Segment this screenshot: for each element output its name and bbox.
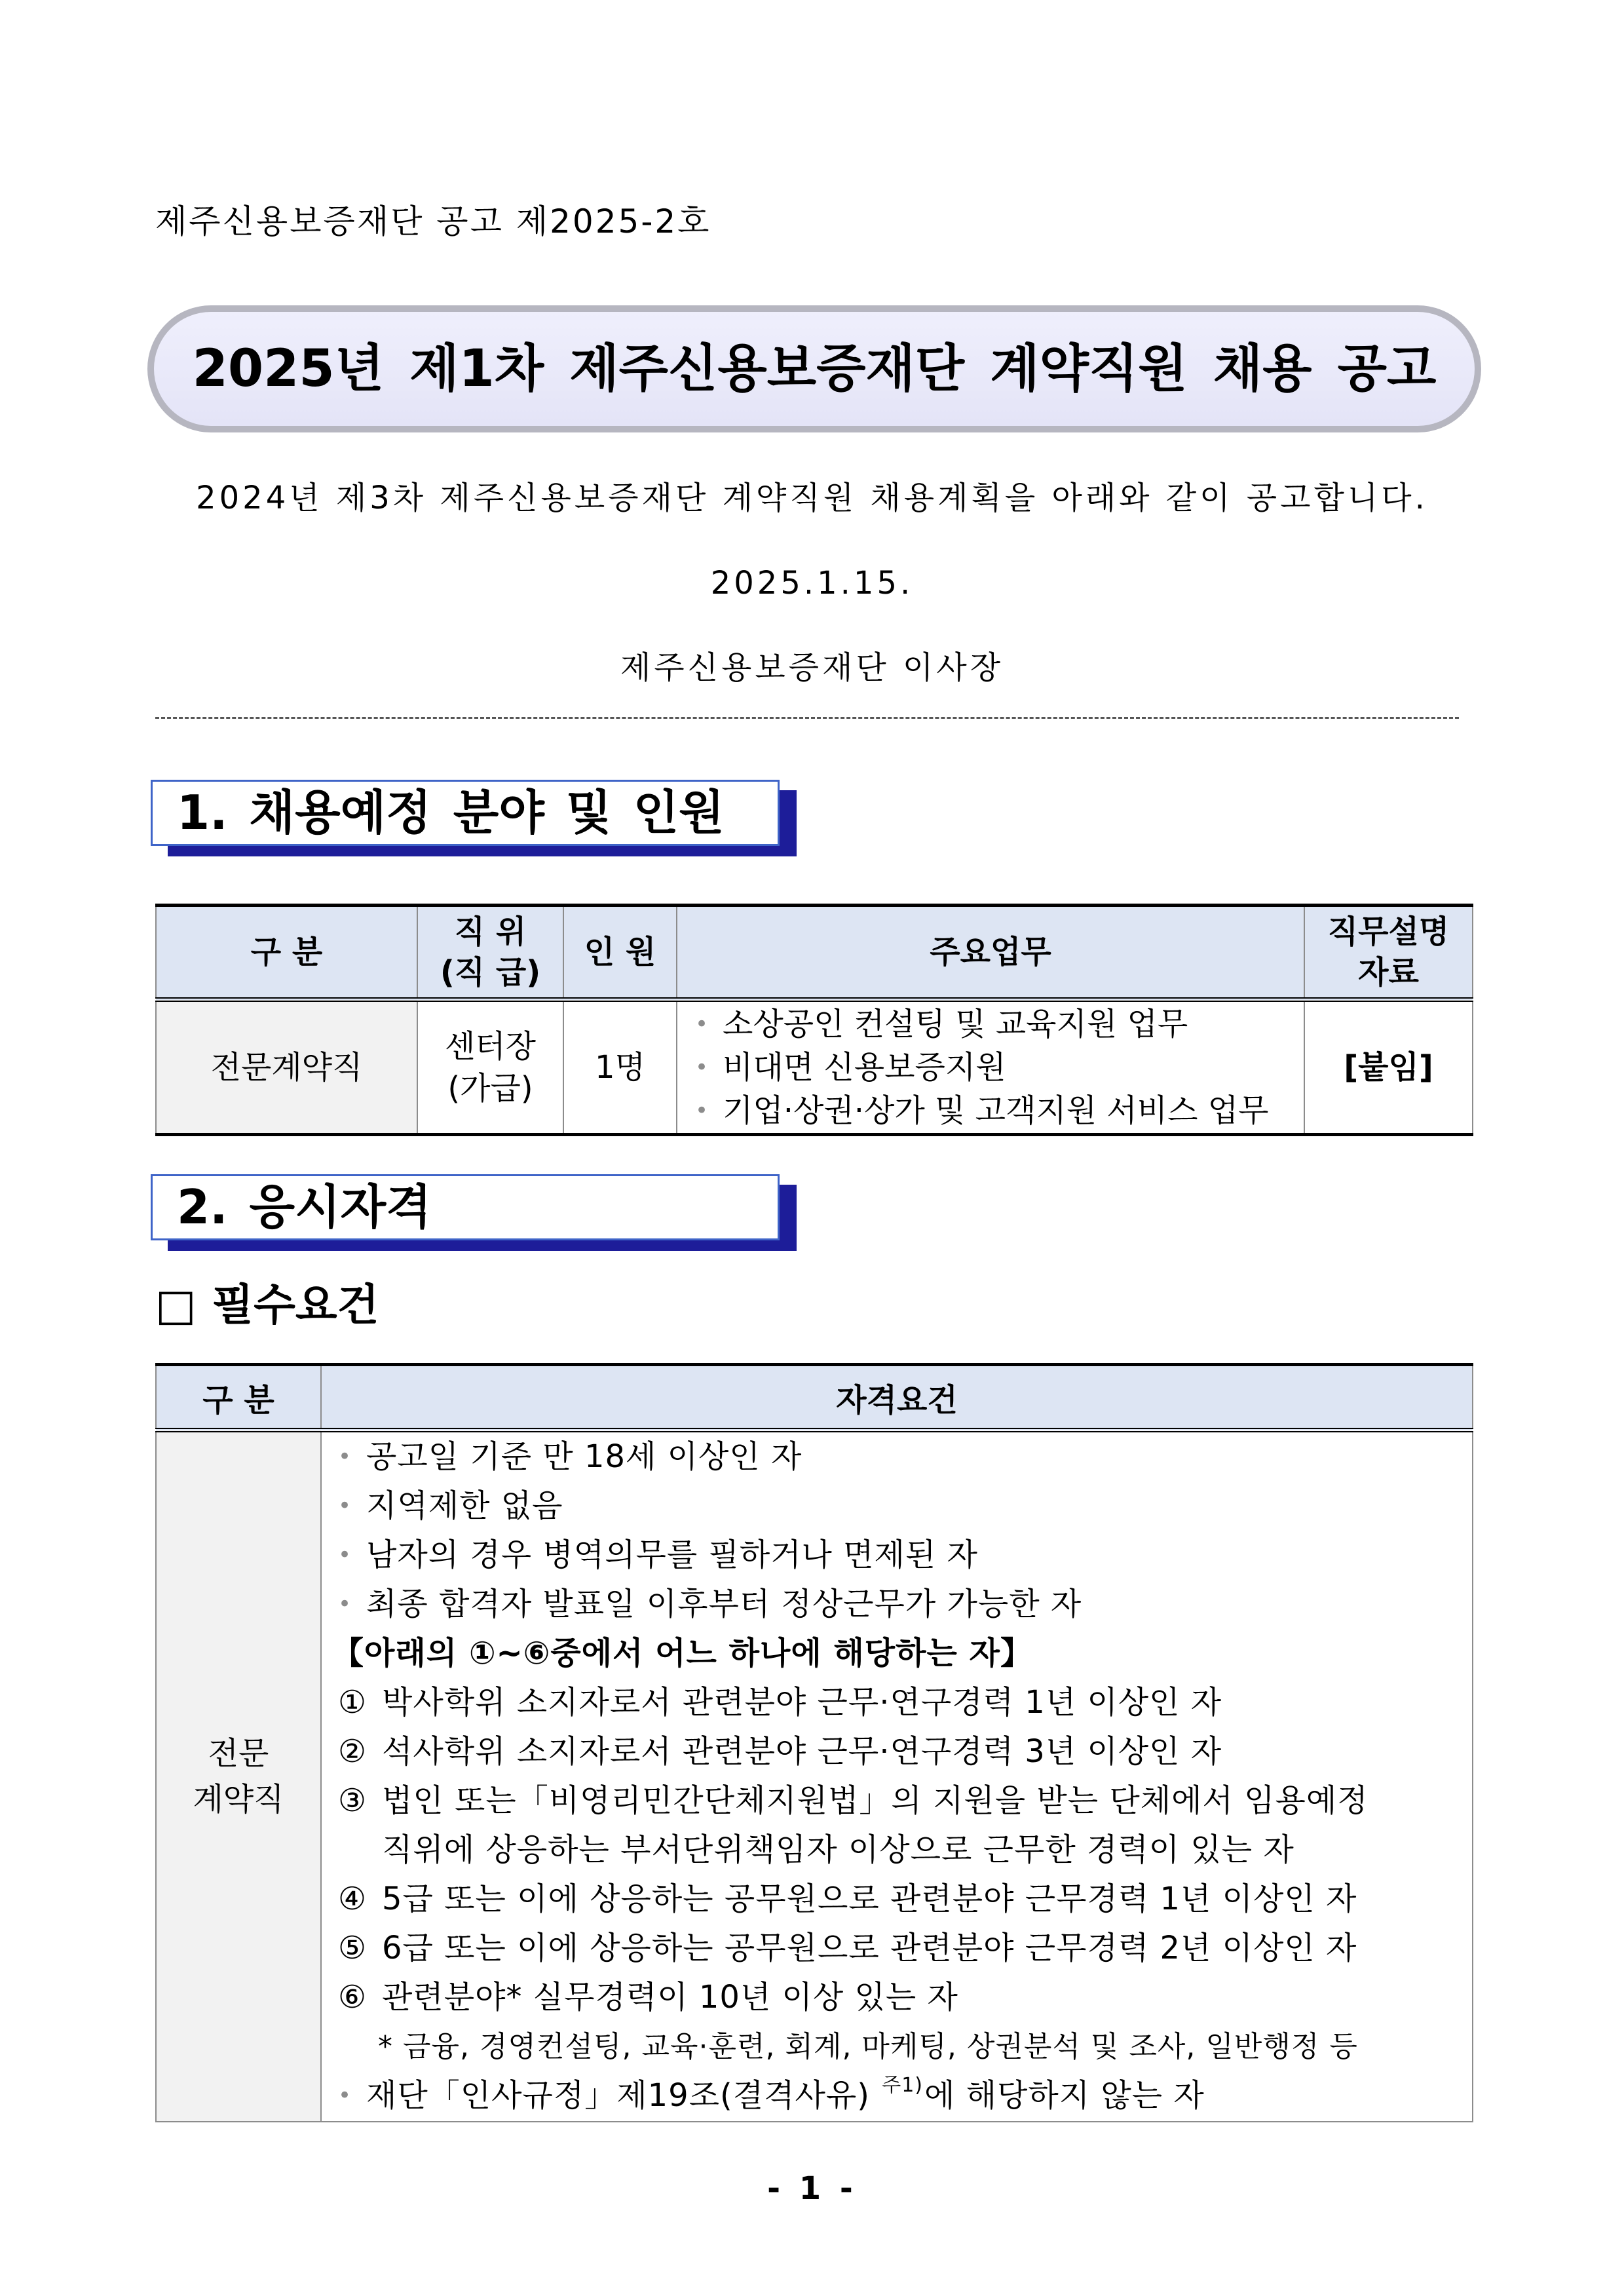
issuer: 제주신용보증재단 이사장 xyxy=(620,649,1004,686)
circled-number: ④ xyxy=(338,1881,368,1917)
subheading-text: 필수요건 xyxy=(212,1280,379,1330)
column-header-category: 구 분 xyxy=(156,906,417,1000)
cell-requirements xyxy=(321,1430,1473,2122)
list-item xyxy=(338,1727,1472,1776)
column-header-material xyxy=(1304,906,1473,1000)
option-text: 석사학위 소지자로서 관련분야 근무·연구경력 3년 이상인 자 xyxy=(382,1733,1222,1770)
column-header-headcount: 인 원 xyxy=(563,906,677,1000)
requirement-text: 공고일 기준 만 18세 이상인 자 xyxy=(366,1438,803,1475)
cell-category: 전문계약직 xyxy=(156,1000,417,1135)
list-item xyxy=(338,1580,1472,1629)
circled-number: ⑤ xyxy=(338,1930,368,1966)
table-header-row xyxy=(156,1365,1473,1430)
footnote-reference: 주1) xyxy=(882,2074,923,2097)
cell-headcount: 1명 xyxy=(563,1000,677,1135)
disqualification-text-end: 에 해당하지 않는 자 xyxy=(924,2077,1205,2114)
column-header-position xyxy=(417,906,563,1000)
list-item xyxy=(338,1973,1472,2022)
bullet-icon: • xyxy=(695,1098,709,1124)
requirement-text: 지역제한 없음 xyxy=(366,1487,563,1524)
column-header-requirements: 자격요건 xyxy=(321,1365,1473,1430)
option-text: 6급 또는 이에 상응하는 공무원으로 관련분야 근무경력 2년 이상인 자 xyxy=(382,1930,1357,1966)
intro-text: 2024년 제3차 제주신용보증재단 계약직원 채용계획을 아래와 같이 공고합니다. xyxy=(196,480,1428,516)
table-header-row xyxy=(156,906,1473,1000)
bullet-icon: • xyxy=(695,1054,709,1081)
table-row xyxy=(156,1000,1473,1135)
option-text: 관련분야* 실무경력이 10년 이상 있는 자 xyxy=(382,1979,958,2016)
bullet-icon: • xyxy=(338,1591,352,1617)
bullet-icon: • xyxy=(338,1542,352,1568)
page-number: - 1 - xyxy=(767,2170,857,2207)
column-header-material-line: 직무설명 xyxy=(1327,913,1450,950)
list-item xyxy=(338,2071,1472,2120)
bullet-icon: • xyxy=(338,1493,352,1519)
list-item xyxy=(695,1089,1304,1132)
circled-number: ① xyxy=(338,1684,368,1721)
column-header-duties: 주요업무 xyxy=(677,906,1304,1000)
option-text: 5급 또는 이에 상응하는 공무원으로 관련분야 근무경력 1년 이상인 자 xyxy=(382,1881,1357,1917)
section-heading-box xyxy=(151,780,780,846)
notice-number: 제주신용보증재단 공고 제2025-2호 xyxy=(155,202,711,240)
page-title: 2025년 제1차 제주신용보증재단 계약직원 채용 공고 xyxy=(192,339,1437,398)
requirement-text: 최종 합격자 발표일 이후부터 정상근무가 가능한 자 xyxy=(366,1586,1082,1622)
list-item xyxy=(338,1432,1472,1482)
position-grade: (가급) xyxy=(447,1070,533,1107)
column-header-grade-line: (직 급) xyxy=(440,954,541,991)
cell-duties xyxy=(677,1000,1304,1135)
subheading xyxy=(155,1276,379,1335)
bullet-icon: • xyxy=(338,2082,352,2109)
list-item xyxy=(695,1046,1304,1089)
bullet-icon: • xyxy=(338,1444,352,1470)
section-heading-box xyxy=(151,1174,780,1240)
list-item xyxy=(338,1875,1472,1924)
footnote: * 금융, 경영컨설팅, 교육·훈련, 회계, 마케팅, 상권분석 및 조사, 일반행정 등 xyxy=(378,2030,1358,2063)
position-title: 센터장 xyxy=(444,1028,537,1065)
qualification-table xyxy=(155,1363,1473,2122)
list-item xyxy=(338,1776,1472,1826)
disqualification-text: 재단「인사규정」제19조(결격사유) xyxy=(366,2077,881,2114)
title-banner xyxy=(147,305,1481,432)
duty-text: 기업·상권·상가 및 고객지원 서비스 업무 xyxy=(723,1092,1269,1129)
section-heading: 2. 응시자격 xyxy=(177,1179,432,1234)
list-item xyxy=(338,1482,1472,1531)
duty-text: 비대면 신용보증지원 xyxy=(723,1049,1006,1086)
option-continuation: 직위에 상응하는 부서단위책임자 이상으로 근무한 경력이 있는 자 xyxy=(382,1831,1294,1868)
circled-number: ⑥ xyxy=(338,1979,368,2016)
table-row xyxy=(156,1430,1473,2122)
list-item xyxy=(695,1003,1304,1046)
dashed-divider xyxy=(155,717,1459,719)
checkbox-square-icon: □ xyxy=(155,1280,197,1330)
option-text: 법인 또는「비영리민간단체지원법」의 지원을 받는 단체에서 임용예정 xyxy=(382,1782,1369,1819)
list-item xyxy=(338,1531,1472,1580)
category-line: 계약직 xyxy=(193,1781,284,1818)
column-header-category: 구 분 xyxy=(156,1365,321,1430)
option-text: 박사학위 소지자로서 관련분야 근무·연구경력 1년 이상인 자 xyxy=(382,1684,1222,1721)
duty-text: 소상공인 컨설팅 및 교육지원 업무 xyxy=(723,1006,1188,1043)
section-heading: 1. 채용예정 분야 및 인원 xyxy=(177,785,725,840)
category-line: 전문 xyxy=(208,1735,269,1772)
cell-category xyxy=(156,1430,321,2122)
condition-heading: 【아래의 ①~⑥중에서 어느 하나에 해당하는 자】 xyxy=(332,1635,1032,1672)
cell-material: [붙임] xyxy=(1304,1000,1473,1135)
circled-number: ② xyxy=(338,1733,368,1770)
notice-date: 2025.1.15. xyxy=(710,565,914,602)
column-header-material-line: 자료 xyxy=(1358,954,1419,991)
bullet-icon: • xyxy=(695,1011,709,1037)
list-item xyxy=(338,1924,1472,1973)
requirements-list xyxy=(322,1432,1472,2120)
column-header-position-line: 직 위 xyxy=(454,913,527,950)
staffing-table xyxy=(155,904,1473,1136)
circled-number: ③ xyxy=(338,1782,368,1819)
list-item xyxy=(338,1678,1472,1727)
cell-position xyxy=(417,1000,563,1135)
requirement-text: 남자의 경우 병역의무를 필하거나 면제된 자 xyxy=(366,1537,978,1573)
